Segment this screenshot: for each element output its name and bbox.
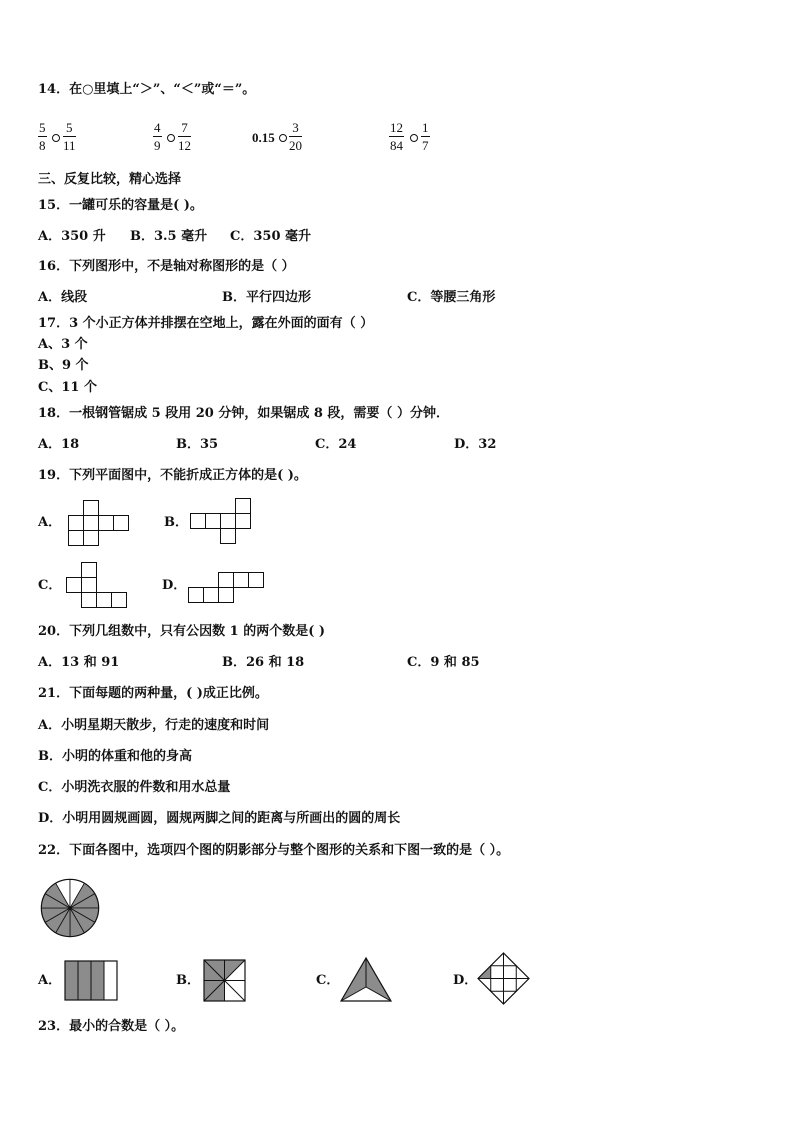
q22-option-b-label[interactable]: B． <box>176 973 200 988</box>
q14-p3-right-num: 3 <box>292 120 299 135</box>
q14-p3-right-den: 20 <box>289 138 302 153</box>
q20-option-a[interactable]: A．13 和 91 <box>38 655 120 670</box>
q19-net-c[interactable] <box>66 562 128 610</box>
q18-title: 18．一根钢管锯成 5 段用 20 分钟，如果锯成 8 段，需要（ ）分钟． <box>38 406 449 421</box>
q21-title: 21．下面每题的两种量，( )成正比例。 <box>38 686 268 701</box>
q20-option-c[interactable]: C．9 和 85 <box>407 655 480 670</box>
q14-p3-left-value: 0.15 <box>252 130 275 145</box>
q21-option-c[interactable]: C．小明洗衣服的件数和用水总量 <box>38 780 231 795</box>
q19-option-c-label[interactable]: C． <box>38 578 62 593</box>
q14-p2-left-num: 4 <box>154 120 161 135</box>
q22-figure-b[interactable] <box>203 959 247 1003</box>
q14-p4-compare-circle[interactable] <box>410 134 418 142</box>
q22-option-d-label[interactable]: D． <box>453 973 478 988</box>
q16-option-c[interactable]: C．等腰三角形 <box>407 290 496 305</box>
q18-option-b[interactable]: B．35 <box>176 437 219 452</box>
q14-p1-right-fraction <box>63 120 76 153</box>
q15-title: 15．一罐可乐的容量是( )。 <box>38 198 203 213</box>
q17-option-c[interactable]: C、11 个 <box>38 380 97 395</box>
q14-p4-right-num: 1 <box>422 120 429 135</box>
q14-p1-compare-circle[interactable] <box>52 134 60 142</box>
q19-option-d-label[interactable]: D． <box>162 578 187 593</box>
q18-option-c[interactable]: C．24 <box>315 437 357 452</box>
q20-option-b[interactable]: B．26 和 18 <box>222 655 305 670</box>
q15-option-c[interactable]: C．350 毫升 <box>230 229 312 244</box>
q14-p3-right-fraction <box>289 120 302 153</box>
q14-p1-left-num: 5 <box>39 120 46 135</box>
q17-option-a[interactable]: A、3 个 <box>38 337 88 352</box>
q22-reference-pie <box>40 878 100 938</box>
q16-title: 16．下列图形中，不是轴对称图形的是（ ） <box>38 259 295 274</box>
q22-option-c-label[interactable]: C． <box>316 973 340 988</box>
q22-figure-c[interactable] <box>340 957 392 1003</box>
q14-p1-left-fraction <box>38 120 47 153</box>
q23-title: 23．最小的合数是（ ）。 <box>38 1019 185 1034</box>
q16-option-b[interactable]: B．平行四边形 <box>222 290 311 305</box>
q14-p3-compare-circle[interactable] <box>279 134 287 142</box>
q14-p4-right-fraction <box>421 120 430 153</box>
q20-title: 20．下列几组数中，只有公因数 1 的两个数是( ) <box>38 624 326 639</box>
q16-option-a[interactable]: A．线段 <box>38 290 88 305</box>
q15-option-a[interactable]: A．350 升 <box>38 229 106 244</box>
q14-p1-right-den: 11 <box>63 138 76 153</box>
q14-p2-left-den: 9 <box>154 138 161 153</box>
q14-p1-left-den: 8 <box>39 138 46 153</box>
q14-p4-left-den: 84 <box>390 138 403 153</box>
q15-option-b[interactable]: B．3.5 毫升 <box>130 229 208 244</box>
q21-option-d[interactable]: D．小明用圆规画圆，圆规两脚之间的距离与所画出的圆的周长 <box>38 811 401 826</box>
q22-figure-a[interactable] <box>64 960 120 1002</box>
q14-p4-left-fraction <box>389 120 404 153</box>
q19-option-a-label[interactable]: A． <box>38 515 62 530</box>
q14-p1-right-num: 5 <box>66 120 73 135</box>
q14-p4-right-den: 7 <box>422 138 429 153</box>
q18-option-d[interactable]: D．32 <box>454 437 497 452</box>
q22-title: 22．下面各图中，选项四个图的阴影部分与整个图形的关系和下图一致的是（ ）。 <box>38 843 510 858</box>
q17-option-b[interactable]: B、9 个 <box>38 358 89 373</box>
q22-figure-d[interactable] <box>477 952 531 1006</box>
q22-option-a-label[interactable]: A． <box>38 973 62 988</box>
q19-net-b[interactable] <box>190 498 254 546</box>
q21-option-b[interactable]: B．小明的体重和他的身高 <box>38 749 192 764</box>
q14-p2-left-fraction <box>153 120 162 153</box>
q18-option-a[interactable]: A．18 <box>38 437 80 452</box>
q14-p2-right-den: 12 <box>178 138 191 153</box>
q19-title: 19．下列平面图中，不能折成正方体的是( )。 <box>38 468 307 483</box>
q21-option-a[interactable]: A．小明星期天散步，行走的速度和时间 <box>38 718 270 733</box>
q14-p2-right-num: 7 <box>181 120 188 135</box>
q17-title: 17．3 个小正方体并排摆在空地上，露在外面的面有（ ） <box>38 316 374 331</box>
q14-p2-right-fraction <box>178 120 191 153</box>
q14-p4-left-num: 12 <box>390 120 403 135</box>
q14-title: 14．在○里填上“＞”、“＜”或“＝”。 <box>38 82 256 97</box>
q19-option-b-label[interactable]: B． <box>164 515 188 530</box>
q19-net-d[interactable] <box>188 572 266 606</box>
q19-net-a[interactable] <box>68 500 130 548</box>
section-3-heading: 三、反复比较，精心选择 <box>38 172 182 187</box>
q14-p2-compare-circle[interactable] <box>167 134 175 142</box>
